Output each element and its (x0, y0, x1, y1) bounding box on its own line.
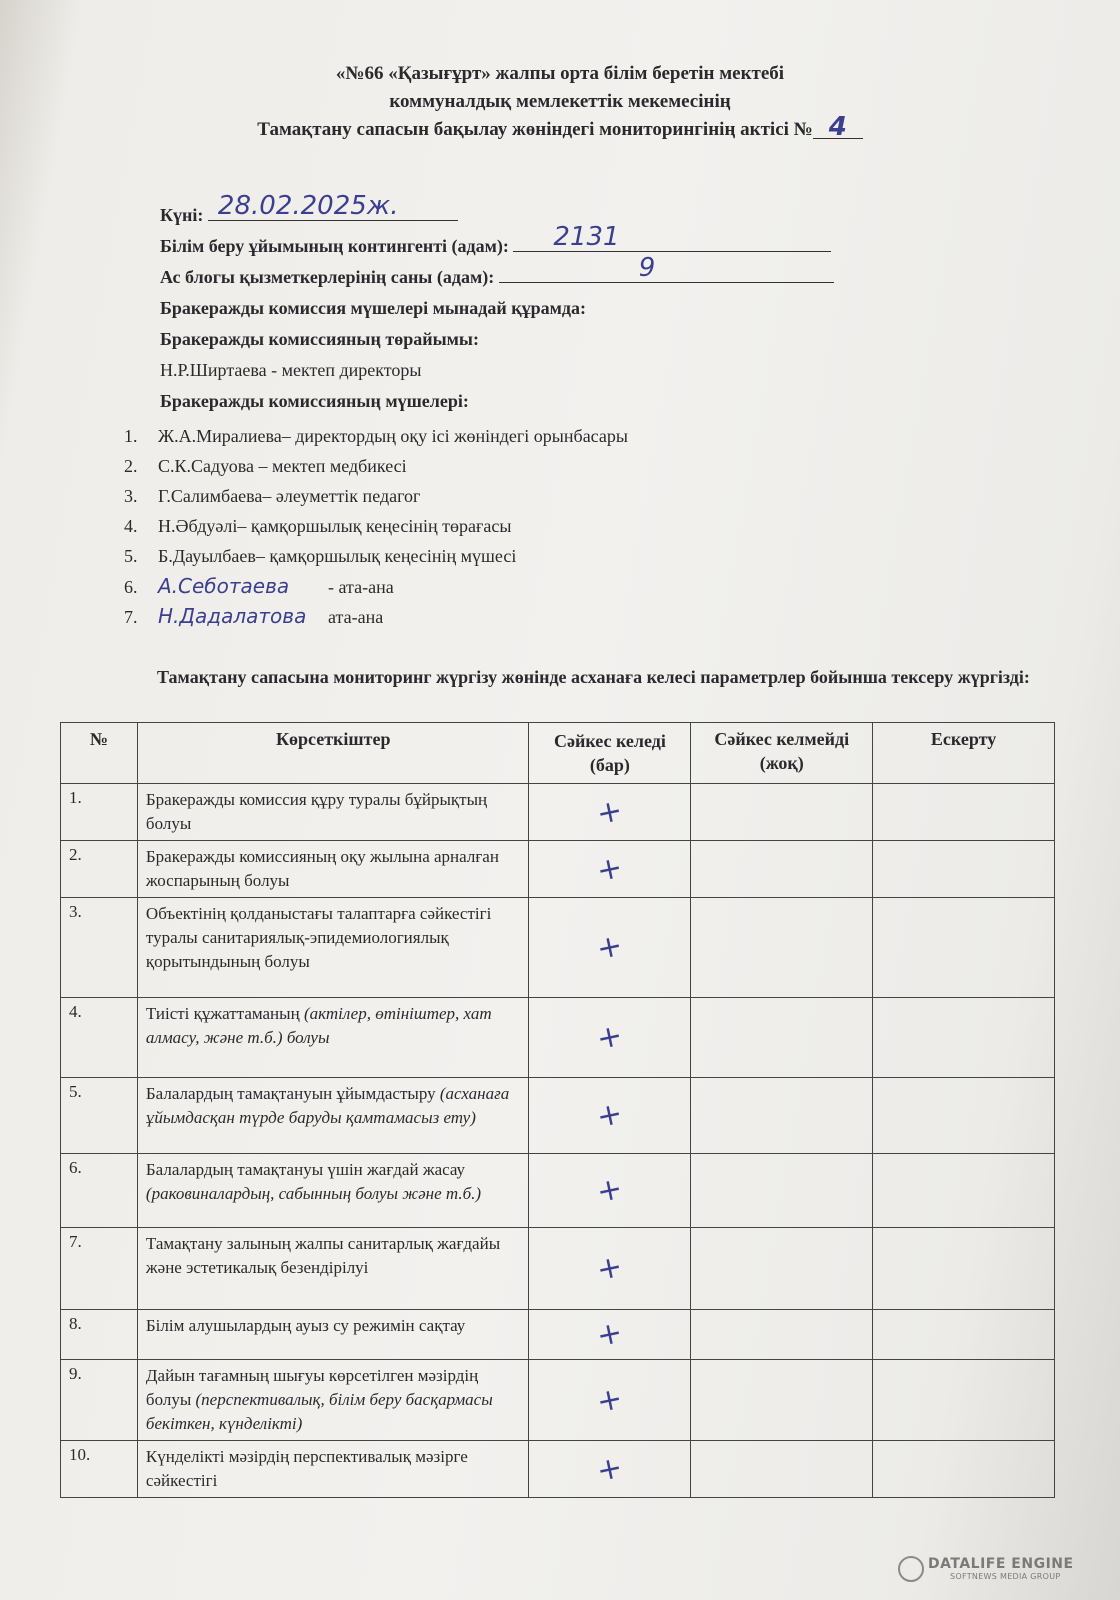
members-label: Бракеражды комиссияның мүшелері: (160, 391, 469, 411)
compliant-cell (529, 784, 691, 841)
inspection-intro: Тамақтану сапасына мониторинг жүргізу жөнінде асханаға келесі параметрлер бойынша тексеру жүргізді: (157, 667, 1030, 687)
staff-value: 9 (638, 253, 656, 283)
act-title (150, 112, 970, 144)
list-item-number: 5. (124, 546, 138, 566)
indicator-text: Күнделікті мәзірдің перспективалық мәзірге сәйкестігі (145, 1447, 468, 1490)
noncompliant-cell (691, 841, 873, 898)
handwritten-plus-mark: + (593, 1170, 626, 1211)
noncompliant-cell (691, 1441, 873, 1498)
watermark-logo (928, 1556, 1074, 1581)
staff-field (499, 253, 834, 283)
table-row (61, 1441, 1055, 1498)
indicator-text: Бракеражды комиссия құру туралы бұйрықтың болуы (145, 790, 488, 833)
handwritten-signature: Н.Дадалатова (158, 604, 307, 628)
list-item-text: ата-ана (328, 607, 384, 627)
date-row (160, 191, 940, 231)
table-row (61, 998, 1055, 1078)
note-cell (873, 898, 1055, 998)
note-cell (873, 1154, 1055, 1228)
row-indicator (137, 1310, 529, 1360)
compliant-cell (529, 1310, 691, 1360)
list-item-text: - ата-ана (328, 577, 394, 597)
note-cell (873, 841, 1055, 898)
compliant-cell (529, 1441, 691, 1498)
table-row (61, 1078, 1055, 1154)
row-indicator (137, 1154, 529, 1228)
school-name: «№66 «Қазығұрт» жалпы орта білім беретін мектебі (335, 63, 785, 84)
handwritten-plus-mark: + (593, 792, 626, 832)
inspection-table (60, 722, 1055, 1498)
staff-label: Ас блогы қызметкерлерінің саны (адам): (160, 267, 495, 287)
compliant-cell (529, 998, 691, 1078)
handwritten-plus-mark: + (593, 1449, 626, 1489)
handwritten-plus-mark: + (593, 927, 626, 968)
list-item-text: Н.Әбдуәлі– қамқоршылық кеңесінің төрағасы (158, 516, 512, 536)
indicator-text: Білім алушылардың ауыз су режимін сақтау (145, 1316, 466, 1335)
noncompliant-cell (691, 784, 873, 841)
table-row (61, 1228, 1055, 1310)
row-indicator (137, 1441, 529, 1498)
noncompliant-cell (691, 1228, 873, 1310)
watermark-title: DATALIFE ENGINE (928, 1556, 1074, 1572)
list-item-number: 7. (124, 607, 138, 627)
note-cell (873, 1441, 1055, 1498)
row-number: 7. (61, 1228, 138, 1310)
list-item (124, 571, 628, 601)
handwritten-plus-mark: + (593, 1017, 626, 1058)
indicator-italic-text: (перспективалық, білім беру басқармасы бекіткен, күнделікті) (145, 1390, 493, 1433)
date-label: Күні: (160, 205, 204, 225)
noncompliant-cell (691, 998, 873, 1078)
staff-row (160, 253, 940, 293)
handwritten-plus-mark: + (593, 1095, 626, 1136)
list-item-text: С.К.Садуова – мектеп медбикесі (158, 456, 407, 476)
list-item (124, 601, 628, 631)
column-header-compliant: Сәйкес келеді (бар) (529, 723, 691, 784)
watermark-icon (898, 1556, 924, 1582)
indicator-text: Бракеражды комиссияның оқу жылына арналған жоспарының болуы (145, 847, 499, 890)
list-item-number: 6. (124, 577, 138, 597)
compliant-cell (529, 1078, 691, 1154)
noncompliant-cell (691, 1154, 873, 1228)
list-item-text: Г.Салимбаева– әлеуметтік педагог (158, 486, 421, 506)
row-indicator (137, 1360, 529, 1441)
compliant-cell (529, 898, 691, 998)
compliant-cell (529, 1228, 691, 1310)
noncompliant-cell (691, 1078, 873, 1154)
compliant-cell (529, 1360, 691, 1441)
list-item (124, 421, 628, 451)
date-value: 28.02.2025ж. (217, 191, 399, 221)
list-item (124, 511, 628, 541)
members-list (124, 421, 628, 631)
list-item-number: 3. (124, 486, 138, 506)
row-indicator (137, 1228, 529, 1310)
indicator-text: Балалардың тамақтануын ұйымдастыру (145, 1084, 440, 1103)
row-indicator (137, 998, 529, 1078)
table-header-row (61, 723, 1055, 784)
row-number: 1. (61, 784, 138, 841)
act-title-text: Тамақтану сапасын бақылау жөніндегі мониторингінің актісі № (257, 119, 813, 140)
handwritten-plus-mark: + (593, 1380, 626, 1420)
row-indicator (137, 1078, 529, 1154)
column-header-indicators: Көрсеткіштер (137, 723, 529, 784)
note-cell (873, 1310, 1055, 1360)
contingent-label: Білім беру ұйымының контингенті (адам): (160, 236, 509, 256)
row-number: 3. (61, 898, 138, 998)
column-header-noncompliant: Сәйкес келмейді (жоқ) (691, 723, 873, 784)
commission-composition: Бракеражды комиссия мүшелері мынадай құрамда: (160, 298, 587, 318)
row-indicator (137, 841, 529, 898)
note-cell (873, 1078, 1055, 1154)
row-number: 9. (61, 1360, 138, 1441)
handwritten-plus-mark: + (593, 1314, 626, 1355)
table-row (61, 784, 1055, 841)
noncompliant-cell (691, 1310, 873, 1360)
handwritten-signature: А.Себотаева (158, 574, 290, 598)
column-header-note: Ескерту (873, 723, 1055, 784)
row-number: 8. (61, 1310, 138, 1360)
list-item (124, 451, 628, 481)
row-number: 6. (61, 1154, 138, 1228)
indicator-text: Балалардың тамақтануы үшін жағдай жасау (145, 1160, 466, 1179)
list-item (124, 481, 628, 511)
compliant-cell (529, 1154, 691, 1228)
row-number: 5. (61, 1078, 138, 1154)
table-row (61, 898, 1055, 998)
note-cell (873, 784, 1055, 841)
institution-type: коммуналдық мемлекеттік мекемесінің (389, 91, 731, 112)
list-item-number: 4. (124, 516, 138, 536)
list-item-text: Б.Дауылбаев– қамқоршылық кеңесінің мүшесі (158, 546, 517, 566)
note-cell (873, 1360, 1055, 1441)
list-item-number: 2. (124, 456, 138, 476)
handwritten-plus-mark: + (593, 1248, 626, 1289)
column-header-number: № (61, 723, 138, 784)
noncompliant-cell (691, 1360, 873, 1441)
table-row (61, 1154, 1055, 1228)
chair-name: Н.Р.Ширтаева - мектеп директоры (160, 360, 422, 380)
table-row (61, 841, 1055, 898)
act-number: 4 (813, 116, 863, 139)
contingent-row (160, 222, 940, 262)
table-row (61, 1360, 1055, 1441)
compliant-cell (529, 841, 691, 898)
indicator-text: Тамақтану залының жалпы санитарлық жағдайы және эстетикалық безендірілуі (145, 1234, 501, 1277)
row-number: 2. (61, 841, 138, 898)
list-item-text: Ж.А.Миралиева– директордың оқу ісі жөніндегі орынбасары (158, 426, 628, 446)
chair-label: Бракеражды комиссияның төрайымы: (160, 329, 479, 349)
row-indicator (137, 898, 529, 998)
indicator-italic-text: (асханаға ұйымдасқан түрде баруды қамтамасыз ету) (145, 1084, 510, 1127)
handwritten-plus-mark: + (593, 849, 626, 889)
watermark-subtitle: SOFTNEWS MEDIA GROUP (950, 1572, 1061, 1581)
indicator-text: Тиісті құжаттаманың (145, 1004, 304, 1023)
indicator-text: Дайын тағамның шығуы көрсетілген мәзірдің болуы (145, 1366, 479, 1409)
table-row (61, 1310, 1055, 1360)
noncompliant-cell (691, 898, 873, 998)
contingent-field (513, 222, 831, 252)
row-number: 4. (61, 998, 138, 1078)
indicator-italic-text: (актілер, өтініштер, хат алмасу, және т.б.) болуы (145, 1004, 492, 1047)
contingent-value: 2131 (553, 222, 620, 252)
document-header (150, 60, 970, 144)
list-item (124, 541, 628, 571)
note-cell (873, 1228, 1055, 1310)
indicator-italic-text: (раковиналардың, сабынның болуы және т.б.) (145, 1184, 482, 1203)
indicator-text: Объектінің қолданыстағы талаптарға сәйкестігі туралы санитариялық-эпидемиологиялық қорытындының болуы (145, 904, 492, 971)
note-cell (873, 998, 1055, 1078)
info-block (160, 191, 940, 417)
row-number: 10. (61, 1441, 138, 1498)
row-indicator (137, 784, 529, 841)
list-item-number: 1. (124, 426, 138, 446)
date-field (208, 191, 458, 221)
